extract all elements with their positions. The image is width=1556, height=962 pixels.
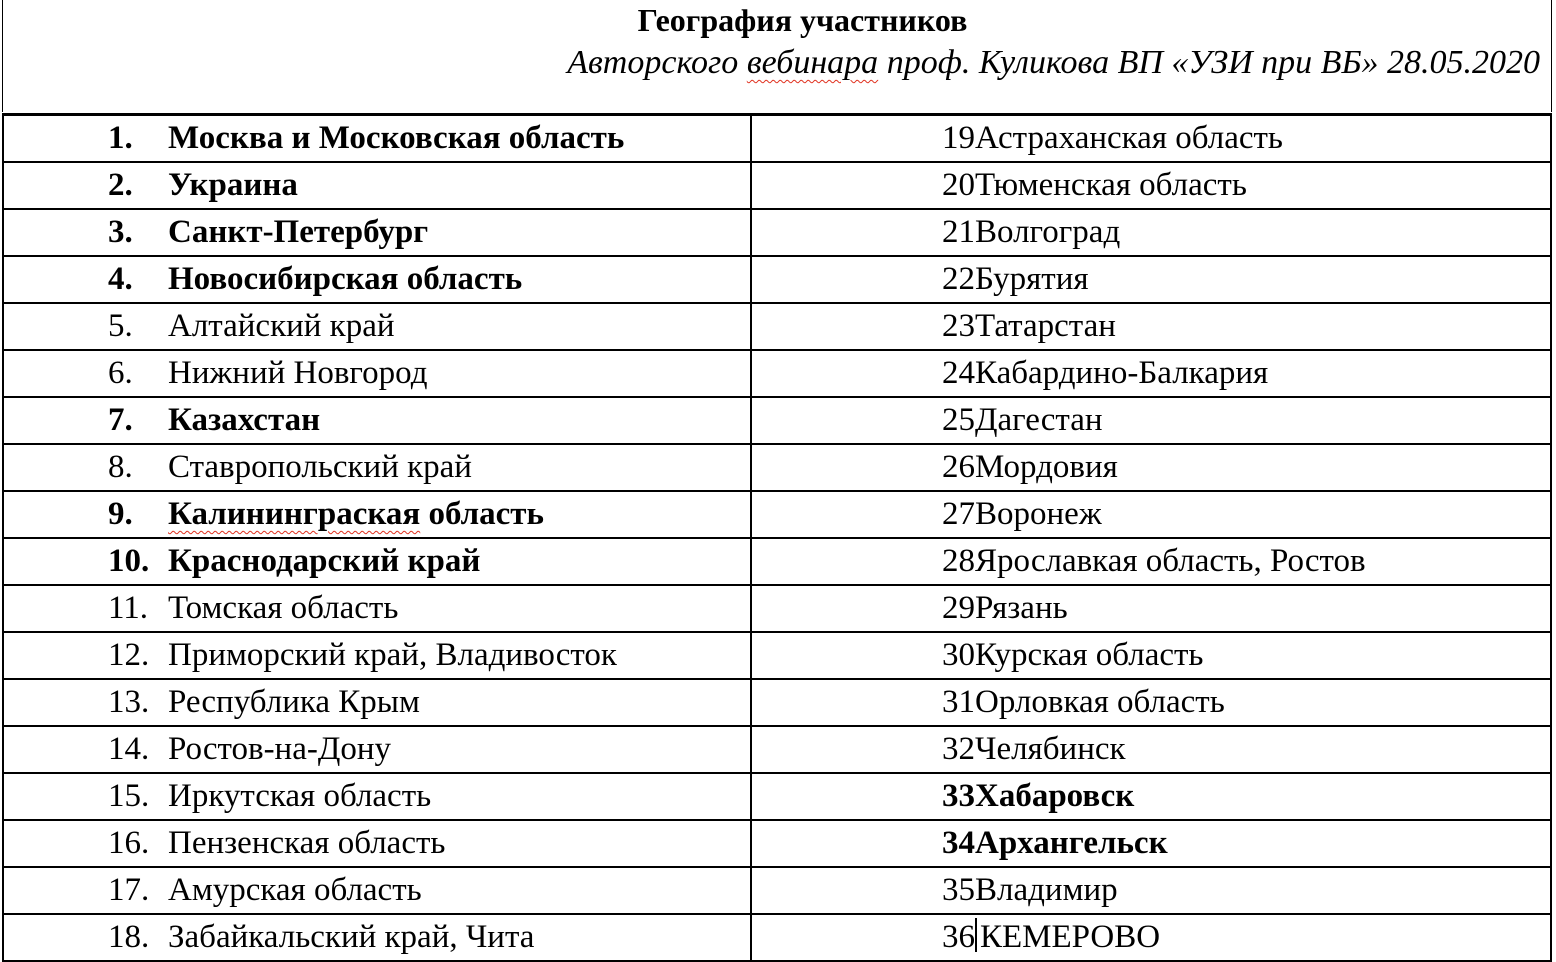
participants-table bbox=[2, 113, 1552, 962]
right-region-cell[interactable] bbox=[751, 444, 1551, 491]
region-name: Татарстан bbox=[975, 308, 1116, 344]
table-row bbox=[3, 397, 1551, 444]
region-name: Украина bbox=[168, 167, 298, 203]
region-number: 16. bbox=[108, 825, 150, 861]
region-name: Кабардино-Балкария bbox=[975, 355, 1269, 391]
region-number: 24 bbox=[942, 355, 975, 391]
subtitle-suffix: проф. Куликова ВП «УЗИ при ВБ» 28.05.2020 bbox=[878, 44, 1540, 81]
right-region-cell[interactable] bbox=[751, 350, 1551, 397]
region-name: Рязань bbox=[975, 590, 1068, 626]
table-row bbox=[3, 350, 1551, 397]
right-region-cell[interactable] bbox=[751, 914, 1551, 961]
region-name-suffix: область bbox=[420, 496, 544, 532]
right-region-cell[interactable] bbox=[751, 162, 1551, 209]
region-name: Ростов-на-Дону bbox=[168, 731, 392, 767]
region-number: 32 bbox=[942, 731, 975, 767]
region-name: Дагестан bbox=[975, 402, 1103, 438]
right-region-cell[interactable] bbox=[751, 303, 1551, 350]
left-region-cell[interactable] bbox=[3, 773, 751, 820]
region-number: 8. bbox=[108, 449, 133, 485]
right-region-cell[interactable] bbox=[751, 585, 1551, 632]
region-name: Новосибирская область bbox=[168, 261, 523, 297]
region-name: Ставропольский край bbox=[168, 449, 472, 485]
region-number: 2. bbox=[108, 167, 133, 203]
region-number: 3. bbox=[108, 214, 133, 250]
right-region-cell[interactable] bbox=[751, 209, 1551, 256]
region-number: 28 bbox=[942, 543, 975, 579]
table-row bbox=[3, 726, 1551, 773]
right-region-cell[interactable] bbox=[751, 867, 1551, 914]
region-number: 23 bbox=[942, 308, 975, 344]
region-number: 21 bbox=[942, 214, 975, 250]
region-number: 18. bbox=[108, 919, 150, 955]
region-number: 30 bbox=[942, 637, 975, 673]
left-region-cell[interactable] bbox=[3, 867, 751, 914]
region-name: Хабаровск bbox=[975, 778, 1135, 814]
right-region-cell[interactable] bbox=[751, 726, 1551, 773]
region-name: Алтайский край bbox=[168, 308, 395, 344]
left-region-cell[interactable] bbox=[3, 115, 751, 163]
left-region-cell[interactable] bbox=[3, 303, 751, 350]
region-number: 11. bbox=[108, 590, 149, 626]
region-number: 6. bbox=[108, 355, 133, 391]
table-row bbox=[3, 679, 1551, 726]
region-name: Владимир bbox=[975, 872, 1118, 908]
table-row bbox=[3, 867, 1551, 914]
table-row bbox=[3, 585, 1551, 632]
region-name: Бурятия bbox=[975, 261, 1089, 297]
table-row bbox=[3, 820, 1551, 867]
participants-table-body bbox=[3, 115, 1551, 962]
region-number: 34 bbox=[942, 825, 975, 861]
region-name: Томская область bbox=[168, 590, 399, 626]
region-name: Архангельск bbox=[975, 825, 1168, 861]
left-region-cell[interactable] bbox=[3, 538, 751, 585]
region-number: 26 bbox=[942, 449, 975, 485]
region-number: 36 bbox=[942, 919, 975, 955]
left-region-cell[interactable] bbox=[3, 679, 751, 726]
left-region-cell[interactable] bbox=[3, 820, 751, 867]
left-region-cell[interactable] bbox=[3, 914, 751, 961]
region-name: Казахстан bbox=[168, 402, 321, 438]
region-name: Челябинск bbox=[975, 731, 1126, 767]
left-region-cell[interactable] bbox=[3, 162, 751, 209]
region-name: КЕМЕРОВО bbox=[980, 919, 1161, 955]
left-region-cell[interactable] bbox=[3, 632, 751, 679]
right-region-cell[interactable] bbox=[751, 820, 1551, 867]
region-name: Москва и Московская область bbox=[168, 120, 625, 156]
region-number: 7. bbox=[108, 402, 133, 438]
region-number: 25 bbox=[942, 402, 975, 438]
region-name: Республика Крым bbox=[168, 684, 420, 720]
right-region-cell[interactable] bbox=[751, 115, 1551, 163]
region-name: Астраханская область bbox=[975, 120, 1283, 156]
region-name: Курская область bbox=[975, 637, 1204, 673]
table-row bbox=[3, 303, 1551, 350]
region-number: 10. bbox=[108, 543, 150, 579]
table-row bbox=[3, 773, 1551, 820]
region-number: 29 bbox=[942, 590, 975, 626]
document-subtitle bbox=[0, 42, 1540, 84]
region-name: Забайкальский край, Чита bbox=[168, 919, 535, 955]
region-name: Амурская область bbox=[168, 872, 422, 908]
right-region-cell[interactable] bbox=[751, 538, 1551, 585]
document-title: География участников bbox=[637, 2, 968, 38]
region-number: 35 bbox=[942, 872, 975, 908]
left-region-cell[interactable] bbox=[3, 350, 751, 397]
left-region-cell[interactable] bbox=[3, 444, 751, 491]
region-name: Приморский край, Владивосток bbox=[168, 637, 617, 673]
region-number: 17. bbox=[108, 872, 150, 908]
left-region-cell[interactable] bbox=[3, 726, 751, 773]
table-row bbox=[3, 256, 1551, 303]
region-name: Калининграская bbox=[168, 496, 421, 532]
left-region-cell[interactable] bbox=[3, 585, 751, 632]
left-region-cell[interactable] bbox=[3, 491, 751, 538]
region-name: Нижний Новгород bbox=[168, 355, 428, 391]
subtitle-flagged-word[interactable]: вебинара bbox=[746, 44, 879, 81]
region-name: Пензенская область bbox=[168, 825, 446, 861]
region-number: 33 bbox=[942, 778, 975, 814]
region-number: 31 bbox=[942, 684, 975, 720]
right-region-cell[interactable] bbox=[751, 773, 1551, 820]
subtitle-prefix: Авторского bbox=[567, 44, 747, 81]
region-number: 12. bbox=[108, 637, 150, 673]
region-name: Иркутская область bbox=[168, 778, 432, 814]
right-region-cell[interactable] bbox=[751, 632, 1551, 679]
region-number: 5. bbox=[108, 308, 133, 344]
right-region-cell[interactable] bbox=[751, 397, 1551, 444]
region-name: Волгоград bbox=[975, 214, 1121, 250]
right-region-cell[interactable] bbox=[751, 679, 1551, 726]
region-number: 20 bbox=[942, 167, 975, 203]
left-region-cell[interactable] bbox=[3, 397, 751, 444]
region-name: Ярославкая область, Ростов bbox=[975, 543, 1366, 579]
region-number: 19 bbox=[942, 120, 975, 156]
region-number: 15. bbox=[108, 778, 150, 814]
region-name: Мордовия bbox=[975, 449, 1118, 485]
region-number: 14. bbox=[108, 731, 150, 767]
region-name: Воронеж bbox=[975, 496, 1102, 532]
table-row bbox=[3, 162, 1551, 209]
table-row bbox=[3, 115, 1551, 163]
right-region-cell[interactable] bbox=[751, 256, 1551, 303]
left-region-cell[interactable] bbox=[3, 209, 751, 256]
table-row bbox=[3, 538, 1551, 585]
region-name: Краснодарский край bbox=[168, 543, 481, 579]
region-name: Орловкая область bbox=[975, 684, 1225, 720]
region-number: 22 bbox=[942, 261, 975, 297]
table-row bbox=[3, 632, 1551, 679]
table-row bbox=[3, 444, 1551, 491]
left-region-cell[interactable] bbox=[3, 256, 751, 303]
table-row bbox=[3, 914, 1551, 961]
table-row bbox=[3, 209, 1551, 256]
region-number: 4. bbox=[108, 261, 133, 297]
table-row bbox=[3, 491, 1551, 538]
region-number: 13. bbox=[108, 684, 150, 720]
region-name: Санкт-Петербург bbox=[168, 214, 429, 250]
right-region-cell[interactable] bbox=[751, 491, 1551, 538]
region-number: 1. bbox=[108, 120, 133, 156]
region-name: Тюменская область bbox=[975, 167, 1247, 203]
region-number: 9. bbox=[108, 496, 133, 532]
region-number: 27 bbox=[942, 496, 975, 532]
